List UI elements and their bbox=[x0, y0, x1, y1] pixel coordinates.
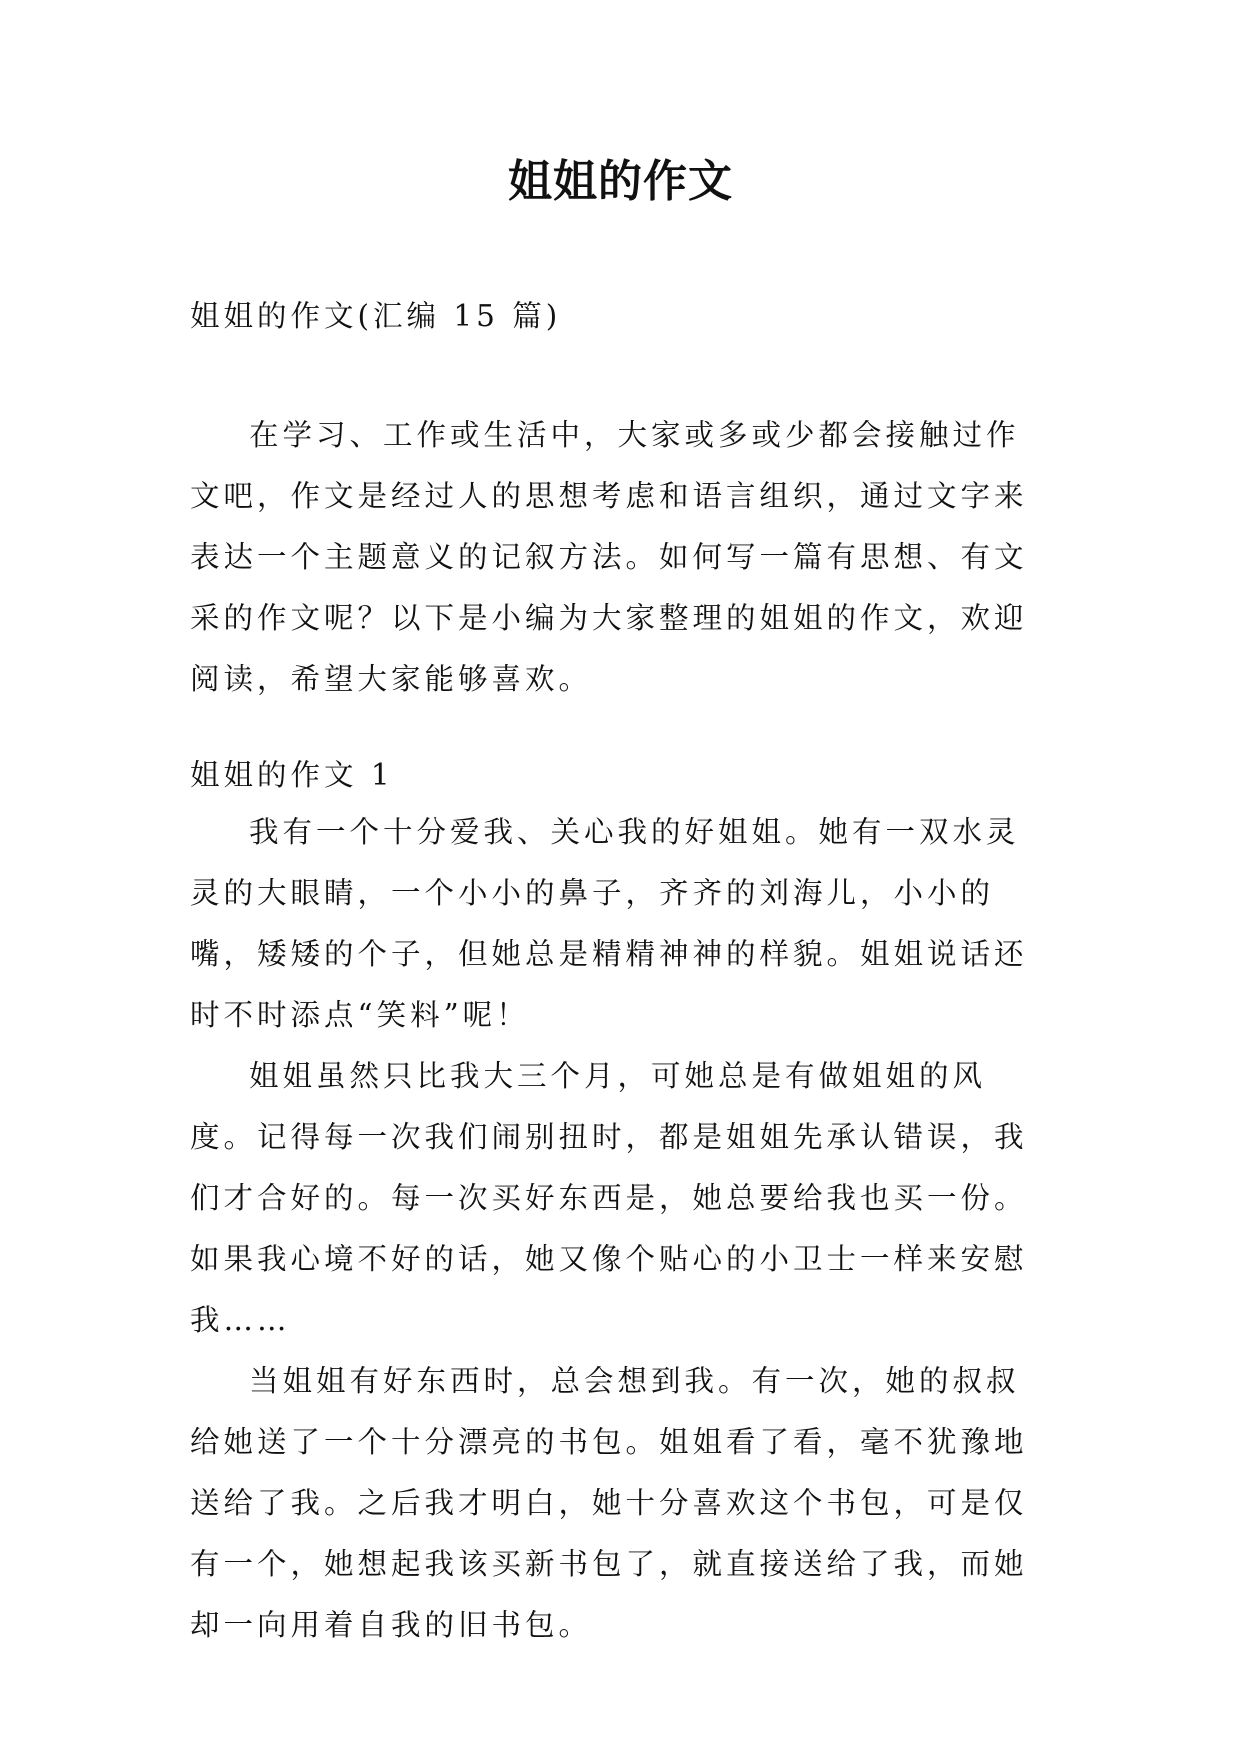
essay-body bbox=[190, 802, 1050, 1656]
essay-paragraph: 当姐姐有好东西时，总会想到我。有一次，她的叔叔给她送了一个十分漂亮的书包。姐姐看了看，毫不犹豫地送给了我。之后我才明白，她十分喜欢这个书包，可是仅有一个，她想起我该买新书包了，就直接送给了我，而她却一向用着自我的旧书包。 bbox=[190, 1364, 1028, 1642]
document-title: 姐姐的作文 bbox=[508, 156, 733, 207]
essay-paragraph: 我有一个十分爱我、关心我的好姐姐。她有一双水灵灵的大眼睛，一个小小的鼻子，齐齐的刘海儿，小小的嘴，矮矮的个子，但她总是精精神神的样貌。姐姐说话还时不时添点“笑料”呢！ bbox=[190, 815, 1028, 1032]
essay-paragraph: 姐姐虽然只比我大三个月，可她总是有做姐姐的风度。记得每一次我们闹别扭时，都是姐姐先承认错误，我们才合好的。每一次买好东西是，她总要给我也买一份。如果我心境不好的话，她又像个贴心的小卫士一样来安慰我…… bbox=[190, 1059, 1028, 1337]
intro-paragraph: 在学习、工作或生活中，大家或多或少都会接触过作文吧，作文是经过人的思想考虑和语言组织，通过文字来表达一个主题意义的记叙方法。如何写一篇有思想、有文采的作文呢？以下是小编为大家整理的姐姐的作文，欢迎阅读，希望大家能够喜欢。 bbox=[190, 418, 1028, 696]
essay-heading: 姐姐的作文 1 bbox=[190, 758, 394, 792]
document-subtitle: 姐姐的作文(汇编 15 篇) bbox=[190, 299, 562, 333]
